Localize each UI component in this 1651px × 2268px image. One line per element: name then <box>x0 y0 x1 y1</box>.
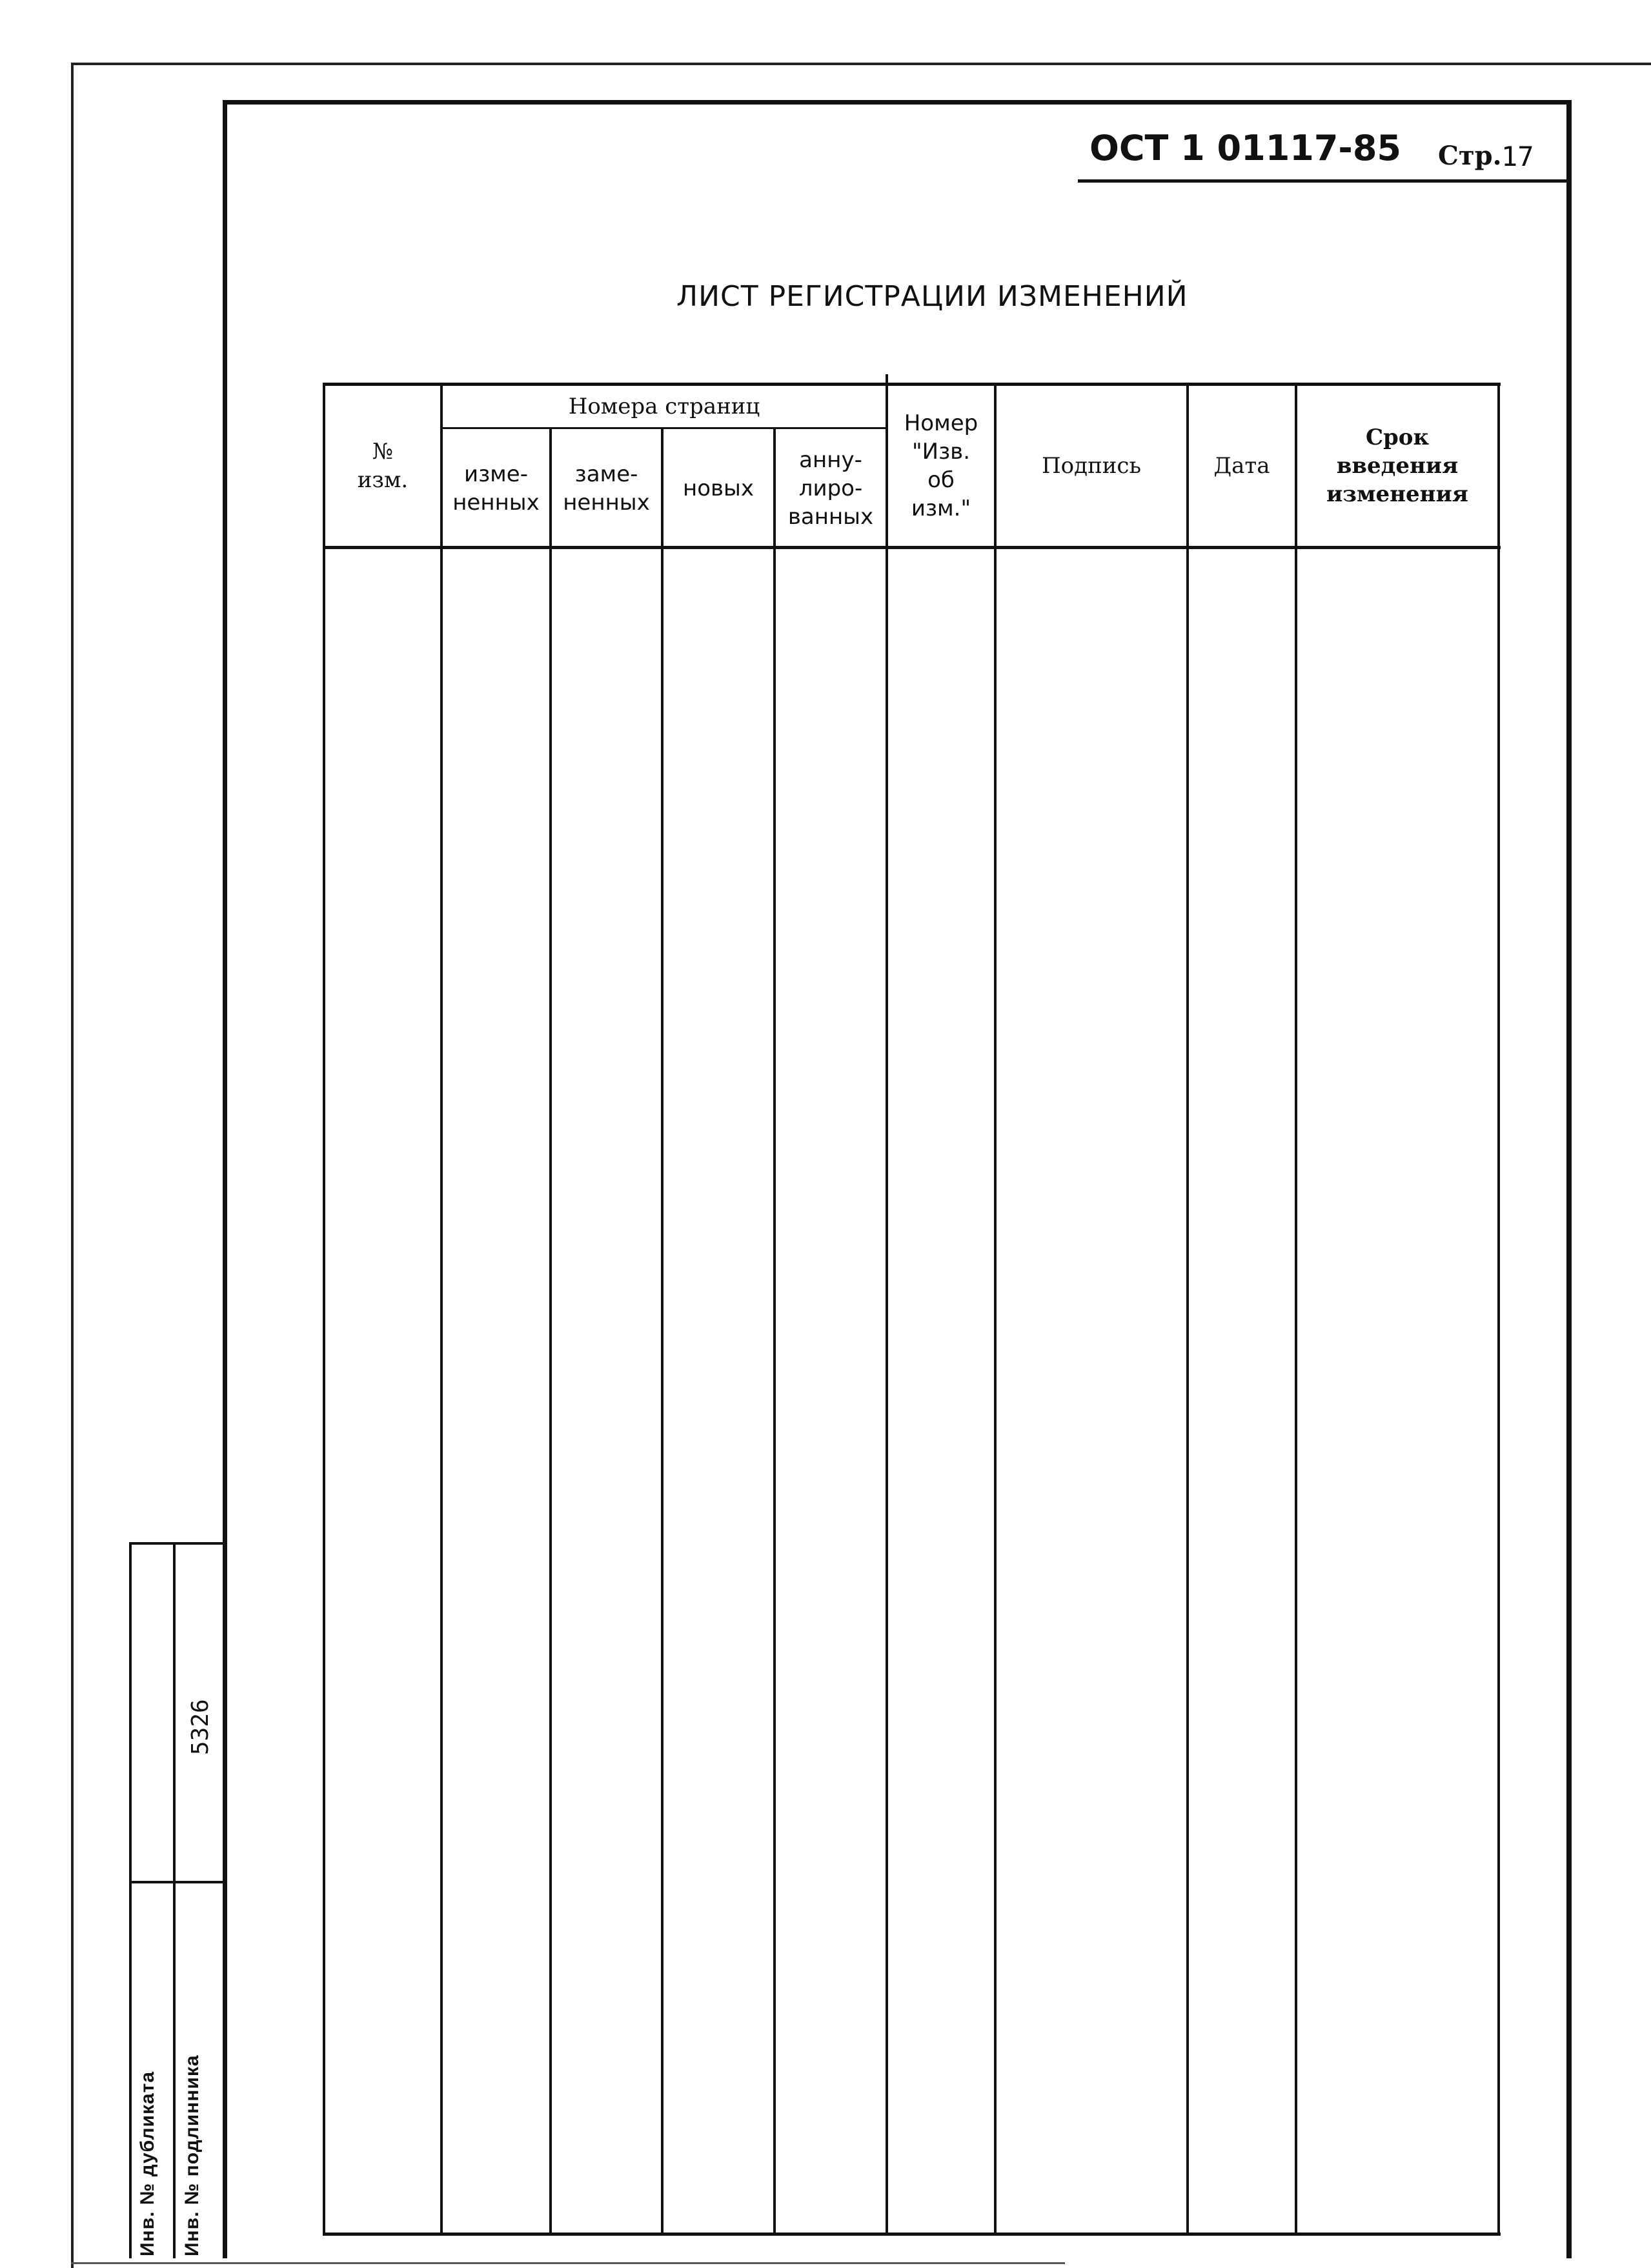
table-group-divider <box>440 427 887 429</box>
header-new-pages <box>663 430 773 546</box>
header-page-numbers <box>443 386 886 427</box>
header-notice-line: об <box>927 467 955 493</box>
header-annulled-line: анну- <box>799 447 862 473</box>
header-date-text: Дата <box>1213 453 1270 479</box>
header-new-text: новых <box>682 475 755 501</box>
page-number: 17 <box>1501 141 1534 172</box>
header-annulled-pages <box>776 430 886 546</box>
col-divider <box>661 427 663 2234</box>
header-term-line: введения <box>1336 453 1459 479</box>
header-notice-line: изм." <box>911 496 971 521</box>
sheet-title: ЛИСТ РЕГИСТРАЦИИ ИЗМЕНЕНИЙ <box>676 280 1188 313</box>
col-divider <box>886 374 888 2234</box>
header-replaced-line: заме- <box>574 461 638 487</box>
col-divider <box>549 427 552 2234</box>
col-divider <box>773 427 776 2234</box>
header-signature-text: Подпись <box>1042 453 1141 479</box>
header-page-numbers-text: Номера страниц <box>568 394 760 419</box>
header-change-number <box>325 386 440 546</box>
header-notice-number <box>888 386 994 546</box>
header-term-line: изменения <box>1326 481 1468 507</box>
table-header-bottom-border <box>323 546 1501 549</box>
table-left-border <box>323 383 325 2234</box>
page-label: Стр. <box>1438 141 1502 171</box>
duplicate-inventory-label: Инв. № дубликата <box>137 2071 158 2256</box>
col-divider <box>1295 383 1297 2234</box>
sheet-edge-left <box>71 63 74 2268</box>
header-changed-line: изме- <box>463 461 528 487</box>
col-divider <box>440 383 443 2234</box>
table-bottom-border <box>323 2233 1501 2236</box>
header-change-number-line: изм. <box>357 467 409 493</box>
header-notice-line: "Изв. <box>912 439 970 465</box>
header-changed-pages <box>443 430 549 546</box>
header-term-line: Срок <box>1365 425 1430 450</box>
original-inventory-label: Инв. № подлинника <box>181 2054 203 2256</box>
sheet-edge-top <box>71 63 1651 65</box>
header-rule <box>1078 179 1572 183</box>
header-annulled-line: ванных <box>787 503 874 530</box>
original-inventory-number: 5326 <box>187 1699 214 1755</box>
header-date <box>1189 386 1295 546</box>
col-divider <box>994 383 997 2234</box>
header-changed-line: ненных <box>452 489 540 516</box>
header-signature <box>997 386 1186 546</box>
header-replaced-line: ненных <box>563 489 650 516</box>
table-right-border <box>1497 383 1500 2234</box>
header-replaced-pages <box>552 430 661 546</box>
sheet-edge-bottom <box>71 2262 1065 2264</box>
header-annulled-line: лиро- <box>798 475 863 501</box>
col-divider <box>1186 383 1189 2234</box>
document-code: ОСТ 1 01117-85 <box>1089 128 1401 168</box>
header-effective-term <box>1297 386 1497 546</box>
header-change-number-line: № <box>372 439 394 465</box>
header-notice-line: Номер <box>904 410 978 436</box>
inventory-stamp-divider <box>129 1881 223 1883</box>
inventory-stamp-divider <box>173 1542 176 2258</box>
